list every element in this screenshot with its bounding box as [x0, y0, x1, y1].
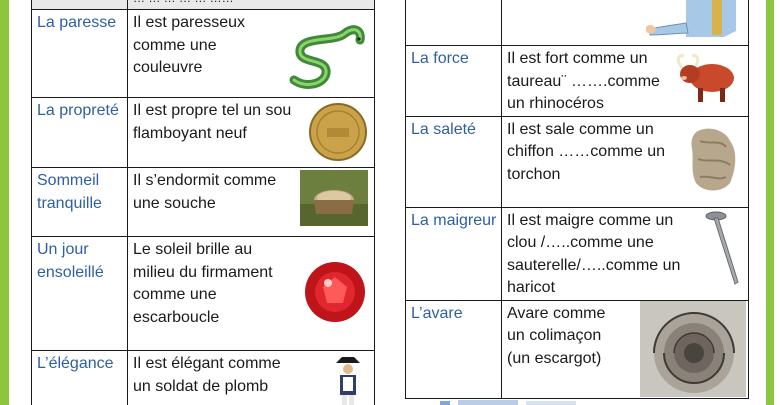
desc-text: Il est élégant comme un soldat de plomb	[133, 355, 281, 395]
table-row	[406, 46, 749, 117]
nail-icon	[704, 210, 744, 286]
right-comparison-table	[405, 0, 749, 399]
desc-cell	[502, 300, 749, 398]
desc-cell	[128, 351, 375, 405]
desc-text: Il est sale comme un chiffon ……comme un torchon	[507, 120, 665, 183]
desc-text: Avare comme un colimaçon (un escargot)	[507, 304, 606, 367]
table-row	[32, 168, 375, 237]
ruby-icon	[302, 259, 368, 325]
table-row	[32, 98, 375, 168]
decorative-footer-mark	[440, 399, 600, 405]
soldier-icon	[328, 355, 368, 405]
term-cell: La propreté	[32, 98, 128, 168]
header-cell	[128, 0, 375, 10]
spiral-staircase-icon	[640, 301, 746, 397]
desc-cell	[128, 168, 375, 237]
desc-text: Il est propre tel un sou flamboyant neuf	[133, 102, 292, 142]
table-row	[32, 10, 375, 98]
table-row	[32, 0, 375, 10]
term-cell: La force	[406, 46, 502, 117]
desc-cell	[502, 0, 749, 46]
coin-icon	[308, 102, 368, 162]
table-row	[32, 237, 375, 351]
desc-cell	[502, 116, 749, 207]
desc-cell	[128, 10, 375, 98]
term-cell: L’avare	[406, 300, 502, 398]
header-text	[133, 0, 234, 5]
term-cell: Un jour ensoleillé	[32, 237, 128, 351]
desc-cell	[502, 207, 749, 300]
left-green-border	[0, 0, 9, 405]
desc-text: Il est paresseux comme une couleuvre	[133, 14, 246, 76]
table-row	[406, 300, 749, 398]
term-cell: La maigreur	[406, 207, 502, 300]
desc-text: Il est maigre comme un clou /…..comme une sauterelle/…..comme un haricot	[507, 211, 681, 296]
rag-icon	[686, 125, 742, 195]
term-cell	[406, 0, 502, 46]
prince-icon	[644, 0, 744, 45]
desc-cell	[128, 237, 375, 351]
table-row	[406, 116, 749, 207]
table-row	[406, 207, 749, 300]
desc-text: Le soleil brille au milieu du firmament comme une escarboucle	[133, 241, 273, 326]
tree-stump-icon	[300, 170, 368, 226]
term-cell: Sommeil tranquille	[32, 168, 128, 237]
desc-text: Il est fort comme un taureau¨ …….comme un rhinocéros	[507, 50, 660, 112]
bull-icon	[676, 46, 742, 110]
term-cell	[32, 0, 128, 10]
term-cell: La saleté	[406, 116, 502, 207]
left-comparison-table	[31, 0, 375, 405]
snake-icon	[288, 20, 368, 92]
desc-cell	[128, 98, 375, 168]
desc-cell	[502, 46, 749, 117]
table-row	[32, 351, 375, 405]
table-row	[406, 0, 749, 46]
term-cell: La paresse	[32, 10, 128, 98]
desc-text: Il s’endormit comme une souche	[133, 172, 277, 212]
right-green-border	[766, 0, 774, 405]
term-cell: L’élégance	[32, 351, 128, 405]
